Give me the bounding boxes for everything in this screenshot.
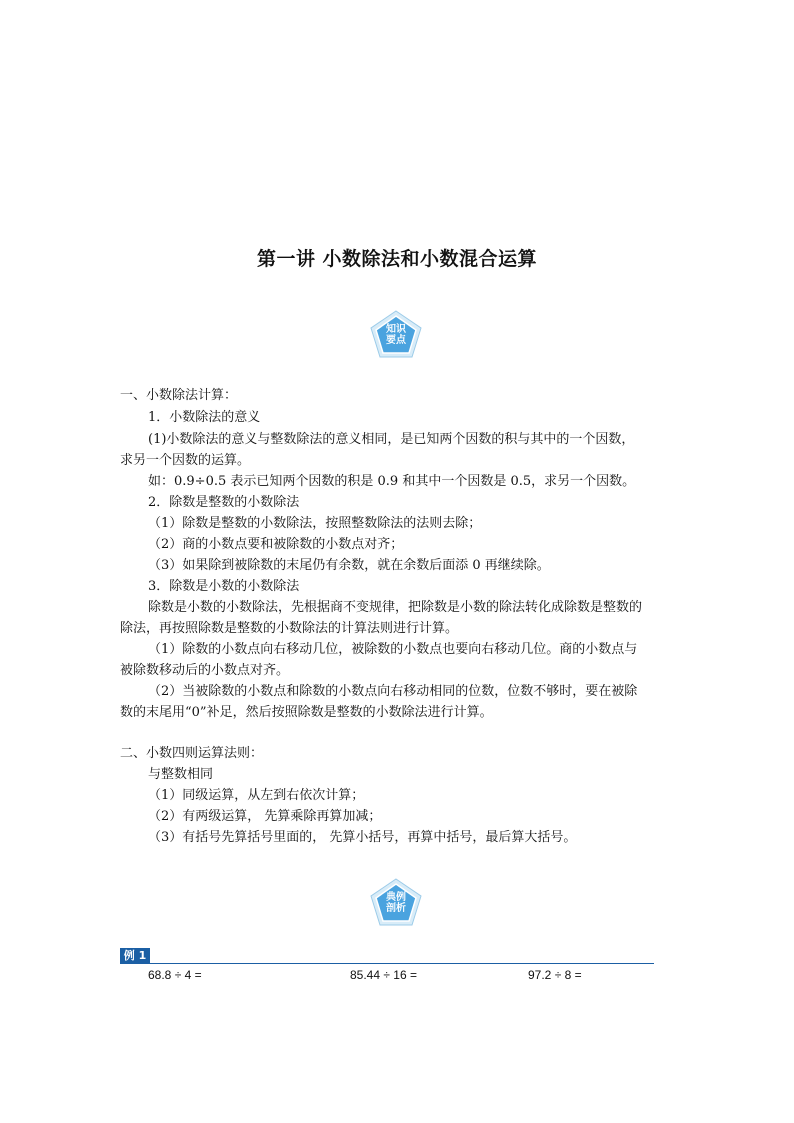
list-item: （1）同级运算，从左到右依次计算； [148, 788, 365, 803]
badge-text-line-2: 剖析 [386, 903, 406, 914]
subsection-2-title: 2．除数是整数的小数除法 [148, 495, 300, 510]
page-title: 第一讲 小数除法和小数混合运算 [256, 248, 538, 270]
list-item: （3）如果除到被除数的末尾仍有余数，就在余数后面添 0 再继续除。 [148, 558, 550, 573]
example-label: 例 1 [120, 948, 150, 963]
question-2: 85.44 ÷ 16 = [350, 968, 417, 982]
subsection-3-title: 3．除数是小数的小数除法 [148, 579, 300, 594]
example-underline [120, 963, 654, 964]
list-item: （1）除数是整数的小数除法，按照整数除法的法则去除； [148, 516, 482, 531]
paragraph: （1）除数的小数点向右移动几位，被除数的小数点也要向右移动几位。商的小数点与 [148, 642, 638, 657]
paragraph: 求另一个因数的运算。 [120, 453, 251, 468]
example-analysis-badge [370, 878, 422, 926]
question-3: 97.2 ÷ 8 = [528, 968, 582, 982]
section-2-heading: 二、小数四则运算法则： [120, 746, 264, 761]
list-item: （2）商的小数点要和被除数的小数点对齐； [148, 537, 404, 552]
list-item: （3）有括号先算括号里面的， 先算小括号，再算中括号，最后算大括号。 [148, 830, 577, 845]
paragraph: 除数是小数的小数除法，先根据商不变规律，把除数是小数的除法转化成除数是整数的 [148, 600, 643, 615]
section-2-intro: 与整数相同 [148, 767, 214, 782]
list-item: （2）有两级运算， 先算乘除再算加减； [148, 809, 382, 824]
subsection-1-title: 1．小数除法的意义 [148, 410, 261, 425]
badge-text-line-2: 要点 [386, 335, 406, 346]
knowledge-points-badge [370, 310, 422, 358]
badge-text-line-1: 典例 [386, 892, 406, 903]
paragraph: 除法，再按照除数是整数的小数除法的计算法则进行计算。 [120, 621, 459, 636]
paragraph: （2）当被除数的小数点和除数的小数点向右移动相同的位数，位数不够时，要在被除 [148, 684, 638, 699]
paragraph: 数的末尾用“0”补足，然后按照除数是整数的小数除法进行计算。 [120, 705, 493, 720]
example-text: 如：0.9÷0.5 表示已知两个因数的积是 0.9 和其中一个因数是 0.5，求另一个因数。 [148, 474, 636, 489]
badge-text-line-1: 知识 [386, 324, 406, 335]
paragraph: (1)小数除法的意义与整数除法的意义相同，是已知两个因数的积与其中的一个因数， [148, 432, 635, 447]
paragraph: 被除数移动后的小数点对齐。 [120, 663, 290, 678]
question-1: 68.8 ÷ 4 = [148, 968, 202, 982]
section-1-heading: 一、小数除法计算： [120, 388, 238, 403]
